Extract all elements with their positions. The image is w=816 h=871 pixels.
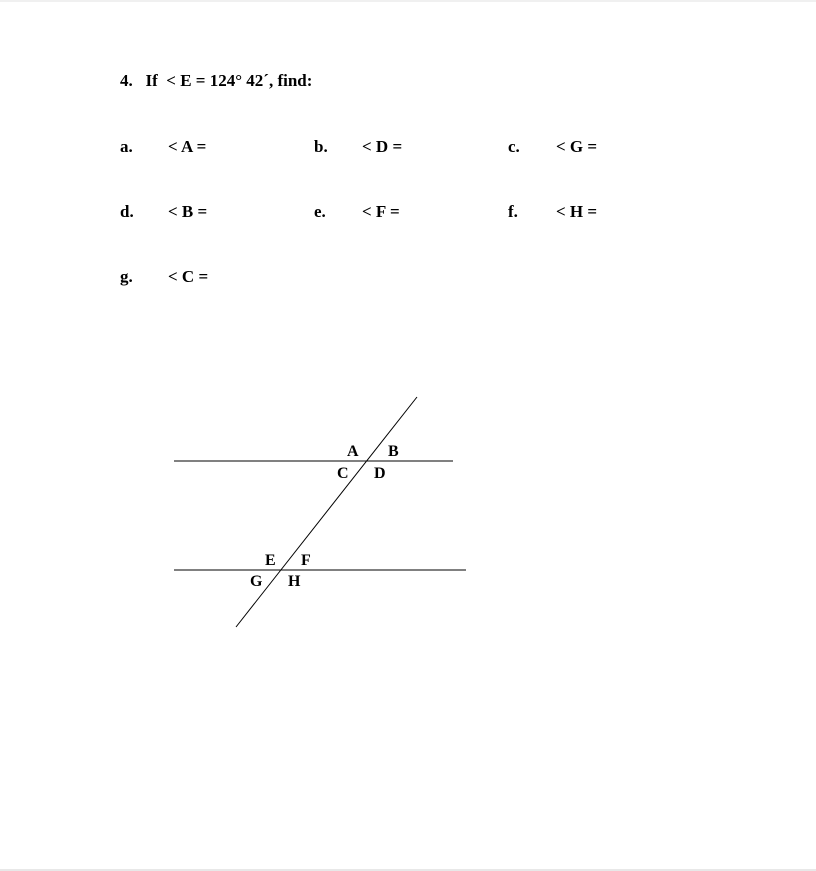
angle-label-d: D — [374, 465, 386, 482]
item-expression: < G = — [556, 137, 598, 156]
angle-label-a: A — [347, 443, 359, 460]
item-expression: < F = — [362, 202, 400, 221]
transversal-line — [236, 397, 417, 627]
item-expression: < A = — [168, 137, 207, 156]
item-expression: < B = — [168, 202, 208, 221]
item-label: d. — [120, 202, 134, 221]
question-text: 4. If < E = 124° 42´, find: — [120, 71, 313, 90]
item-expression: < H = — [556, 202, 598, 221]
item-label: g. — [120, 267, 133, 286]
item-label: f. — [508, 202, 518, 221]
item-label: c. — [508, 137, 520, 156]
item-expression: < D = — [362, 137, 403, 156]
item-expression: < C = — [168, 267, 209, 286]
angle-label-b: B — [388, 443, 399, 460]
angle-label-h: H — [288, 573, 301, 590]
angle-label-c: C — [337, 465, 349, 482]
angle-label-e: E — [265, 552, 276, 569]
angle-label-f: F — [301, 552, 311, 569]
angle-label-g: G — [250, 573, 263, 590]
item-label: e. — [314, 202, 326, 221]
item-label: a. — [120, 137, 133, 156]
item-label: b. — [314, 137, 328, 156]
